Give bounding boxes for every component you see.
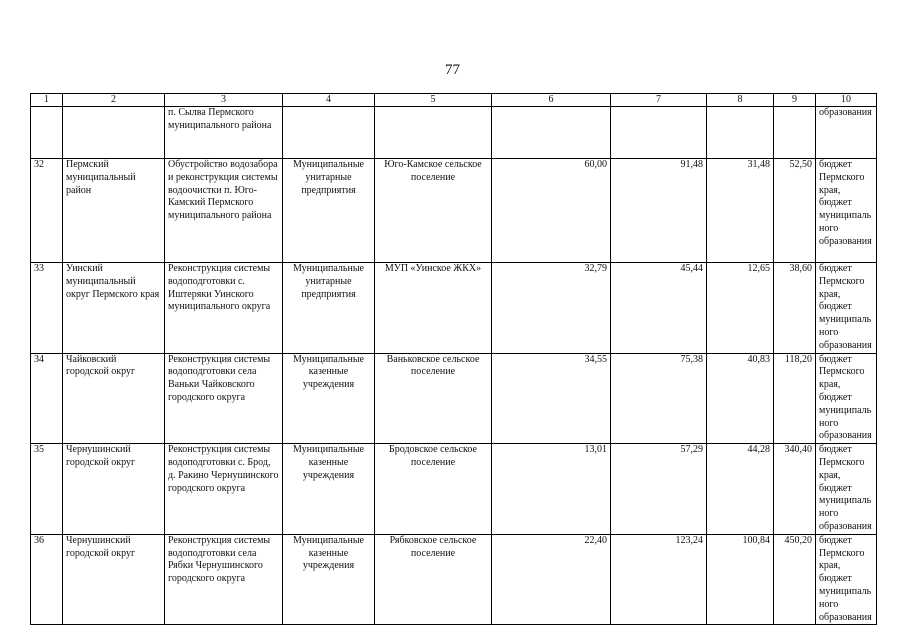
funding-source-cell: бюджет Пермского края, бюджет муниципального образования [816,159,877,263]
settlement-cell: Бродовское сельское поселение [375,444,492,535]
column-number-header: 4 [283,94,375,107]
row-number-cell: 32 [31,159,63,263]
column-number-header: 5 [375,94,492,107]
funding-source-cell: образования [816,107,877,159]
column-number-header: 9 [774,94,816,107]
column-number-header: 6 [492,94,611,107]
table-row [31,353,877,444]
value-cell: 340,40 [774,444,816,535]
municipality-cell: Уинский муниципальный округ Пермского края [63,263,165,354]
value-cell: 118,20 [774,353,816,444]
value-cell: 13,01 [492,444,611,535]
value-cell: 100,84 [707,534,774,625]
value-cell: 40,83 [707,353,774,444]
value-cell: 45,44 [611,263,707,354]
project-cell: Реконструкция системы водоподготовки с. Иштеряки Уинского муниципального округа [165,263,283,354]
column-number-header: 10 [816,94,877,107]
funding-source-cell: бюджет Пермского края, бюджет муниципального образования [816,444,877,535]
value-cell: 123,24 [611,534,707,625]
value-cell: 450,20 [774,534,816,625]
value-cell: 31,48 [707,159,774,263]
funding-source-cell: бюджет Пермского края, бюджет муниципального образования [816,353,877,444]
municipality-cell: Чернушинский городской округ [63,444,165,535]
municipality-cell: Пермский муниципальный район [63,159,165,263]
organization-type-cell [283,107,375,159]
project-cell: Обустройство водозабора и реконструкция системы водоочистки п. Юго-Камский Пермского муниципального района [165,159,283,263]
value-cell: 44,28 [707,444,774,535]
table-row [31,159,877,263]
settlement-cell: Рябковское сельское поселение [375,534,492,625]
municipality-cell: Чайковский городской округ [63,353,165,444]
value-cell: 91,48 [611,159,707,263]
organization-type-cell: Муниципальные казенные учреждения [283,534,375,625]
value-cell [611,107,707,159]
column-number-header: 8 [707,94,774,107]
row-number-cell: 36 [31,534,63,625]
table-row [31,107,877,159]
value-cell: 60,00 [492,159,611,263]
row-number-cell [31,107,63,159]
value-cell: 38,60 [774,263,816,354]
value-cell [492,107,611,159]
value-cell: 12,65 [707,263,774,354]
column-number-header: 3 [165,94,283,107]
project-cell: Реконструкция системы водоподготовки с. Брод, д. Ракино Чернушинского городского округа [165,444,283,535]
organization-type-cell: Муниципальные унитарные предприятия [283,159,375,263]
value-cell: 32,79 [492,263,611,354]
municipality-cell: Чернушинский городской округ [63,534,165,625]
row-number-cell: 35 [31,444,63,535]
value-cell [707,107,774,159]
data-table [30,93,877,625]
column-number-header: 1 [31,94,63,107]
value-cell [774,107,816,159]
column-number-header: 2 [63,94,165,107]
table-row [31,534,877,625]
settlement-cell: Юго-Камское сельское поселение [375,159,492,263]
funding-source-cell: бюджет Пермского края, бюджет муниципального образования [816,534,877,625]
table-header-row [31,94,877,107]
settlement-cell [375,107,492,159]
organization-type-cell: Муниципальные казенные учреждения [283,444,375,535]
table-row [31,263,877,354]
funding-source-cell: бюджет Пермского края, бюджет муниципального образования [816,263,877,354]
value-cell: 57,29 [611,444,707,535]
value-cell: 34,55 [492,353,611,444]
value-cell: 22,40 [492,534,611,625]
organization-type-cell: Муниципальные унитарные предприятия [283,263,375,354]
project-cell: Реконструкция системы водоподготовки села Ваньки Чайковского городского округа [165,353,283,444]
value-cell: 75,38 [611,353,707,444]
row-number-cell: 34 [31,353,63,444]
value-cell: 52,50 [774,159,816,263]
organization-type-cell: Муниципальные казенные учреждения [283,353,375,444]
project-cell: п. Сылва Пермского муниципального района [165,107,283,159]
row-number-cell: 33 [31,263,63,354]
municipality-cell [63,107,165,159]
page-number: 77 [445,62,460,78]
project-cell: Реконструкция системы водоподготовки села Рябки Чернушинского городского округа [165,534,283,625]
settlement-cell: Ваньковское сельское поселение [375,353,492,444]
settlement-cell: МУП «Уинское ЖКХ» [375,263,492,354]
table-row [31,444,877,535]
column-number-header: 7 [611,94,707,107]
